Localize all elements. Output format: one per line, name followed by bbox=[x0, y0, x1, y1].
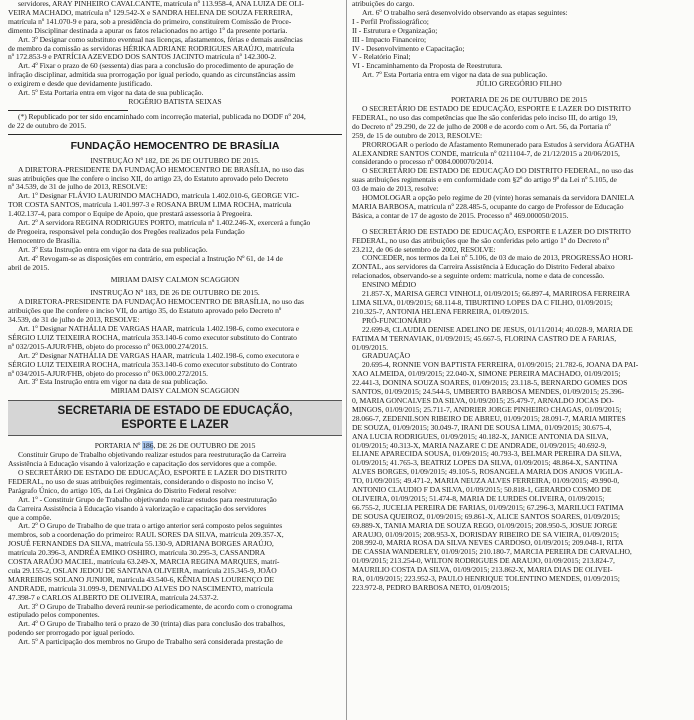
text-line: JOSUÉ FERNANDES DA SILVA, matrícula 55.130-9, ADRIANA BORGES ARAÚJO, bbox=[8, 539, 274, 549]
text-line: da Carreira Assistência à Educação visando à valorização e capacitação dos servidores bbox=[8, 503, 267, 513]
text-line: o exigirem e desde que devidamente justificado. bbox=[8, 79, 153, 89]
highlighted-portaria-number[interactable]: 186 bbox=[142, 441, 154, 451]
text-line: estipulado pelos componentes. bbox=[8, 610, 100, 620]
text-line: 01/09/2015; 40.313-X, MARIA NAZARE C DE ANDRADE, 01/09/2015; 40.692-9, bbox=[352, 440, 607, 450]
section-heading-line: SECRETARIA DE ESTADO DE EDUCAÇÃO, bbox=[57, 405, 293, 418]
text-line: SÉRGIO LUIZ TEIXEIRA ROCHA, matrícula 353.140-6 como executor substituto do Contrato bbox=[8, 332, 297, 342]
graduacao-heading: GRADUAÇÃO bbox=[362, 351, 411, 361]
text-line: suas atribuições que lhe confere o inciso XII, do artigo 23, do Estatuto aprovado pelo Decreto bbox=[8, 173, 289, 183]
text-line: 259, de 15 de outubro de 2013, RESOLVE: bbox=[352, 130, 483, 140]
text-line: 28.066-7, ZEDENILSON RIBEIRO DE ABREU, 01/09/2015; 28.091-7, MARIA MIRTES bbox=[352, 413, 626, 423]
text-line: do Decreto nº 29.290, de 22 de julho de 2008 e de acordo com o Art. 56, da Portaria nº bbox=[352, 121, 611, 131]
text-line: Parágrafo Único, do artigo 105, da Lei Orgânica do Distrito Federal resolve: bbox=[8, 485, 237, 495]
text-line: podendo ser prorrogado por igual período. bbox=[8, 628, 135, 638]
ensino-medio-heading: ENSINO MÉDIO bbox=[362, 280, 417, 290]
text-line: dimento Disciplinar destinada a apurar os fatos relacionados no artigo 1º da presente portaria. bbox=[8, 25, 288, 35]
text-line: PRORROGAR o período de Afastamento Remunerado para Estudos à servidora ÁGATHA bbox=[362, 139, 635, 149]
text-line: atribuições do cargo. bbox=[352, 0, 415, 8]
text-line: 21.857-X, MARISA GERCI VINHOLI, 01/09/2015; 66.897-4, MARIROSA FERREIRA bbox=[362, 289, 631, 299]
text-line: Art. 3º Designar como substituto eventual nas licenças, afastamentos, férias e demais ausências bbox=[18, 34, 303, 44]
text-line: Art. 1º Designar NATHÁLIA DE VARGAS HAAR, matrícula 1.402.198-6, como executora e bbox=[18, 324, 300, 333]
list-item: I - Perfil Profissiográfico; bbox=[352, 16, 429, 26]
text-line: TO, 01/09/2015; 49.471-2, MARIA NEUZA ALVES FERREIRA, 01/09/2015; 49.990-0, bbox=[352, 476, 620, 486]
text-line: 23.212, de 06 de setembro de 2002, RESOLVE: bbox=[352, 244, 496, 254]
text-line: SÉRGIO LUIZ TEIXEIRA ROCHA, matrícula 353.140-6 como executor substituto do Contrato bbox=[8, 359, 297, 369]
text-line: FATIMA M TERNAVIAK, 01/09/2015; 45.667-5, FLORINA CASTRO DE A FARIAS, bbox=[352, 333, 617, 343]
text-line: Art. 1º Designar FLÁVIO LAURINDO MACHADO, matrícula 1.402.010-6, GEORGE VIC- bbox=[18, 191, 300, 201]
text-line: A DIRETORA-PRESIDENTE DA FUNDAÇÃO HEMOCENTRO DE BRASÍLIA, no uso das bbox=[18, 164, 304, 174]
text-line: de Pregoeira, responsável pela condução dos Pregões realizados pela Fundação bbox=[8, 226, 245, 236]
text-line: abril de 2015. bbox=[8, 262, 50, 272]
republished-note: (*) Republicado por ter sido encaminhado com incorreção material, publicada no DODF nº 204, bbox=[18, 111, 306, 121]
text-line: ANDRADE, matrícula 31.099-9, DENIVALDO ALVES DO NASCIMENTO, matrícula bbox=[8, 583, 273, 593]
text-line: 223.972-8, PEDRO BARBOSA NETO, 01/09/2015; bbox=[352, 583, 510, 592]
text-line: ANTONIO CLAUDIO F DA SILVA, 01/09/2015; 50.818-1, GERARDO COSMO DE bbox=[352, 485, 612, 495]
section-rule bbox=[8, 134, 342, 135]
text-line: Básica, a contar de 17 de agosto de 2015. Processo nº 469.000050/2015. bbox=[352, 210, 569, 220]
text-line: considerando o processo nº 0084.000070/2014. bbox=[352, 157, 494, 167]
text-line: FEDERAL, no uso das atribuições que lhe são conferidas pelo artigo 1º do Decreto nº bbox=[352, 235, 609, 245]
text-line: Art. 4º O Grupo de Trabalho terá o prazo de 30 (trinta) dias para conclusão dos trabalhos, bbox=[18, 619, 285, 629]
text-line: que a compõe. bbox=[8, 512, 52, 522]
text-line: COSTA ARAÚJO MACIEL, matrícula 63.249-X, MARCIA REGINA MARQUES, matrí- bbox=[8, 557, 280, 567]
text-line: ARAUJO, 01/09/2015; 208.953-X, DORISDAY RIBEIRO DE SA VIEIRA, 01/09/2015; bbox=[352, 529, 619, 539]
section-heading-education bbox=[8, 400, 342, 436]
text-line: Art. 4º Fixar o prazo de 60 (sessenta) dias para a conclusão do procedimento de apuração de bbox=[18, 61, 294, 71]
text-line: FEDERAL, no uso de suas atribuições regimentais, considerando o disposto no inciso V, bbox=[8, 476, 274, 486]
text-line: nº 172.853-9 e PATRÍCIA AZEVEDO DOS SANTOS JACINTO matrícula nº 142.300-2. bbox=[8, 52, 277, 62]
text-line: 01/09/2015; 213.254-0, WILTON RODRIGUES DE ARAUJO, 01/09/2015; 213.824-7, bbox=[352, 556, 615, 566]
signature: ROGÉRIO BATISTA SEIXAS bbox=[128, 96, 222, 106]
text-line: O SECRETÁRIO DE ESTADO DE EDUCAÇÃO, ESPORTE E LAZER DO DISTRITO bbox=[362, 103, 631, 113]
text-line: OLIVEIRA, 01/09/2015; 51.474-8, MARIA DE LURDES OLIVEIRA, 01/09/2015; bbox=[352, 493, 605, 503]
text-line: Art. 2º O Grupo de Trabalho de que trata o artigo anterior será composto pelos seguintes bbox=[18, 521, 283, 531]
text-line: servidores, ARAY PINHEIRO CAVALCANTE, matrícula nº 113.958-4, ANA LUIZA DE OLI- bbox=[18, 0, 304, 8]
text-line: Hemocentro de Brasília. bbox=[8, 235, 81, 245]
text-line: 22.699-8, CLAUDIA DENISE ADELINO DE JESUS, 01/11/2014; 40.028-9, MARIA DE bbox=[362, 324, 633, 334]
text-line: 03 de maio de 2013, resolve: bbox=[352, 184, 439, 194]
text-line: 47.398-7 e CARLOS ALBERTO DE OLIVEIRA, matrícula 24.537-2. bbox=[8, 592, 219, 602]
text-line: SANTOS, 01/09/2015; 24.544-5, UMBERTO BARBOSA MENDES, 01/09/2015; 25.396- bbox=[352, 387, 624, 397]
portaria-title-suffix: , DE 26 DE OUTUBRO DE 2015 bbox=[153, 441, 256, 451]
text-line: HOMOLOGAR a opção pelo regime de 20 (vinte) horas semanais da servidora DANIELA bbox=[362, 193, 635, 203]
text-line: 1.402.137-4, para compor o Equipe de Apoio, que prestará assessoria à Pregoeira. bbox=[8, 209, 253, 219]
text-line: Art. 3º O Grupo de Trabalho deverá reunir-se periodicamente, de acordo com o cronograma bbox=[18, 601, 293, 611]
portaria-title-prefix: PORTARIA Nº bbox=[94, 441, 143, 451]
text-line: Art. 3º Esta Instrução entra em vigor na data de sua publicação. bbox=[18, 377, 208, 387]
text-line: Art. 5º A participação dos membros no Grupo de Trabalho será considerada prestação de bbox=[18, 637, 283, 647]
signature: MIRIAM DAISY CALMON SCAGGION bbox=[110, 386, 240, 396]
column-divider bbox=[346, 0, 347, 720]
text-line: 69.889-X, TANIA MARIA DE SOUZA REGO, 01/09/2015; 208.950-5, JOSUE JORGE bbox=[352, 520, 618, 530]
text-line: 210.325-7, ANTONIA HELENA FERREIRA, 01/09/2015. bbox=[352, 306, 529, 316]
text-line: infração disciplinar, admitida sua prorrogação por igual período, quando as circunstâncias assim bbox=[8, 70, 296, 80]
text-line: 208.992-0, MARIA ROSA DA SILVA NEVES CARDOSO, 01/09/2015; 209.048-1, RITA bbox=[352, 538, 624, 548]
text-line: atribuições que lhe confere o inciso VII, do artigo 35, do Estatuto aprovado pelo Decreto nº bbox=[8, 306, 282, 316]
republished-note: de 22 de outubro de 2015. bbox=[8, 120, 87, 130]
text-line: O SECRETÁRIO DE ESTADO DE EDUCAÇÃO DO DISTRITO FEDERAL, no uso das bbox=[362, 166, 634, 176]
text-line: 01/09/2015; 41.765-3, BEATRIZ LOPES DA SILVA, 01/09/2015; 48.864-X, SANTINA bbox=[352, 458, 618, 468]
text-line: membros, sob a coordenação do primeiro: RAUL SORES DA SILVA, matrícula 209.357-X, bbox=[8, 530, 284, 540]
left-column bbox=[8, 0, 342, 647]
text-line: DE SOUZA, 01/09/2015; 30.049-7, IRANI DE SOUSA LIMA, 01/09/2015; 30.675-4, bbox=[352, 422, 612, 432]
text-line: ALEXANDRE SANTOS CONDE, matrícula nº 0211104-7, de 21/12/2015 a 20/06/2015, bbox=[352, 148, 620, 158]
separator-line bbox=[8, 110, 128, 111]
text-line: Art. 5º Esta Portaria entra em vigor na data de sua publicação. bbox=[18, 88, 204, 98]
text-line: Constituir Grupo de Trabalho objetivando realizar estudos para reestruturação da Carreira bbox=[18, 450, 286, 460]
text-line: TOR COSTA SANTOS, matrícula 1.401.997-3 e ROSANA BRUM LIMA ROCHA, matrícula bbox=[8, 200, 292, 210]
text-line: Art. 4º Revogam-se as disposições em contrário, em especial a Instrução Nº 61, de 14 de bbox=[18, 253, 283, 263]
text-line: CONCEDER, nos termos da Lei nº 5.106, de 03 de maio de 2013, PROGRESSÃO HORI- bbox=[362, 253, 634, 263]
text-line: MARIA BARBOSA, matrícula nº 228.485-5, ocupante do cargo de Professor de Educação bbox=[352, 201, 624, 211]
text-line: O SECRETÁRIO DE ESTADO DE EDUCAÇÃO, ESPORTE E LAZER DO DISTRITO bbox=[18, 467, 287, 477]
text-line: A DIRETORA-PRESIDENTE DA FUNDAÇÃO HEMOCENTRO DE BRASÍLIA, no uso das bbox=[18, 297, 304, 307]
text-line: ELIANE APARECIDA SOUSA, 01/09/2015; 40.793-3, BELMAR PEREIRA DA SILVA, bbox=[352, 449, 622, 459]
text-line: Art. 7º Esta Portaria entra em vigor na data de sua publicação. bbox=[362, 70, 548, 80]
text-line: Art. 6º O trabalho será desenvolvido observando as etapas seguintes: bbox=[362, 7, 568, 17]
text-line: MINGOS, 01/09/2015; 25.711-7, ANDRIER JORGE PINHEIRO CHAGAS, 01/09/2015; bbox=[352, 404, 622, 414]
text-line: VEIRA MACHADO, matrícula nº 129.542-X e SANDRA HELENA DE SOUZA FERREIRA, bbox=[8, 7, 293, 17]
text-line: 0, MARIA GONCALVES DA SILVA, 01/09/2015; 25.479-7, ARNALDO JOCAS DO- bbox=[352, 395, 614, 405]
text-line: 66.755-2, JUCELIA PEREIRA DE FARIAS, 01/09/2015; 67.296-3, MARILUCI FATIMA bbox=[352, 502, 624, 512]
signature: JÚLIO GREGÓRIO FILHO bbox=[476, 79, 562, 89]
list-item: IV - Desenvolvimento e Capacitação; bbox=[352, 43, 465, 53]
text-line: cula 29.155-2, OSLAN JEDOU DE SANTANA OLIVEIRA, matrícula 215.345-9, JOÃO bbox=[8, 565, 277, 575]
text-line: nº 034/2015-AJUR/FHB, objeto do processo nº 063.000.272/2015. bbox=[8, 368, 208, 378]
text-line: Art. 2º Designar NATHÁLIA DE VARGAS HAAR, matrícula 1.402.198-6, como executora e bbox=[18, 350, 300, 360]
text-line: Assistência à Educação visando à valorização e capacitação dos servidores que a compõe. bbox=[8, 459, 277, 469]
text-line: MAURILIO COSTA DA SILVA, 01/09/2015; 213.862-X, MARIA DIAS DE OLIVEI- bbox=[352, 565, 613, 575]
text-line: matrícula nº 141.070-9 e para, sob a presidência do primeiro, constituírem Comissão de Proce- bbox=[8, 16, 292, 26]
text-line: DE SOUSA QUEIROZ, 01/09/2015; 69.861-X, ALICE SANTOS SOARES, 01/09/2015; bbox=[352, 511, 620, 521]
text-line: de membro da comissão as servidoras HÉRIKA ADRIANE RODRIGUES ARAÚJO, matrícula bbox=[8, 43, 295, 53]
text-line: 34.539, de 31 de julho de 2013, RESOLVE: bbox=[8, 315, 140, 325]
signature: MIRIAM DAISY CALMON SCAGGION bbox=[110, 275, 240, 285]
list-item: V - Relatório Final; bbox=[352, 52, 411, 62]
text-line: Art. 1º - Constituir Grupo de Trabalho objetivando realizar estudos para reestruturação bbox=[18, 494, 277, 504]
text-line: suas atribuições regimentais e em conformidade com §2º do artigo 9º da Lei nº 5.105, de bbox=[352, 175, 617, 185]
text-line: 20.695-4, RONNIE VON BAPTISTA FERREIRA, 01/09/2015; 21.782-6, JOANA DA PAI- bbox=[362, 360, 639, 370]
section-heading-line: ESPORTE E LAZER bbox=[121, 419, 229, 432]
text-line: nº 34.539, de 31 de julho de 2013, RESOLVE: bbox=[8, 182, 148, 192]
text-line: nº 032/2015-AJUR/FHB, objeto do processo nº 063.000.274/2015. bbox=[8, 341, 208, 351]
text-line: Art. 2º A servidora REGINA RODRIGUES PORTO, matrícula nº 1.402.246-X, exercerá a função bbox=[18, 218, 311, 228]
text-line: O SECRETÁRIO DE ESTADO DE EDUCAÇÃO, ESPORTE E LAZER DO DISTRITO bbox=[362, 226, 631, 236]
left-top-text bbox=[8, 0, 342, 107]
text-line: 01/09/2015. bbox=[352, 342, 388, 352]
instruction-title: INSTRUÇÃO Nº 183, DE 26 DE OUTUBRO DE 2015. bbox=[90, 288, 260, 298]
portaria-title: PORTARIA DE 26 DE OUTUBRO DE 2015 bbox=[450, 95, 588, 105]
text-line: FEDERAL, no uso das competências que lhe são conferidas pelo inciso III, do artigo 19, bbox=[352, 112, 618, 122]
section-heading-hemocentro: FUNDAÇÃO HEMOCENTRO DE BRASÍLIA bbox=[70, 139, 280, 152]
text-line: ZONTAL, aos servidores da Carreira Assistência à Educação do Distrito Federal abaixo bbox=[352, 262, 615, 272]
text-line: RA, 01/09/2015; 223.952-3, PAULO HENRIQUE TOLENTINO MENDES, 01/09/2015; bbox=[352, 574, 620, 584]
text-line: relacionados, observando-se a seguinte ordem: matrícula, nome e data de concessão. bbox=[352, 271, 605, 281]
text-line: Art. 3º Esta Instrução entra em vigor na data de sua publicação. bbox=[18, 244, 208, 254]
right-column bbox=[352, 0, 686, 593]
instruction-title: INSTRUÇÃO Nº 182, DE 26 DE OUTUBRO DE 2015. bbox=[90, 155, 260, 165]
text-line: 22.441-3, DONINA SOUZA SOARES, 01/09/2015; 23.118-5, BERNARDO GOMES DOS bbox=[352, 378, 628, 388]
text-line: matrícula 20.396-3, ANDRÉA EMIKO OSHIRO, matrícula 30.295-3, CASSANDRA bbox=[8, 548, 266, 558]
list-item: II - Estrutura e Organização; bbox=[352, 25, 438, 35]
text-line: LIMA SILVA, 01/09/2015; 68.114-8, TIBURTINO LOPES DA C FILHO, 01/09/2015; bbox=[352, 298, 613, 307]
text-line: ANA LUCIA RODRIGUES, 01/09/2015; 40.182-X, JANICE ANTONIA DA SILVA, bbox=[352, 431, 609, 441]
text-line: DE CASSIA WANDERLEY, 01/09/2015; 210.180-7, MARCIA PEREIRA DE CARVALHO, bbox=[352, 547, 632, 557]
list-item: III - Impacto Financeiro; bbox=[352, 34, 427, 44]
text-line: ALVES BORGES, 01/09/2015; 49.105-5, ROSANGELA MARIA DOS ANJOS VIGILA- bbox=[352, 467, 623, 477]
text-line: MARREIROS SOLANO JUNIOR, matrícula 43.540-6, KÊNIA DIAS LOURENÇO DE bbox=[8, 574, 275, 584]
text-line: XAO ALMEIDA, 01/09/2015; 22.040-X, SIMONE PEREIRA MACHADO, 01/09/2015; bbox=[352, 369, 621, 379]
list-item: VI - Encaminhamento da Proposta de Reestrutura. bbox=[352, 61, 503, 71]
pro-funcionario-heading: PRÓ-FUNCIONÁRIO bbox=[362, 315, 431, 325]
